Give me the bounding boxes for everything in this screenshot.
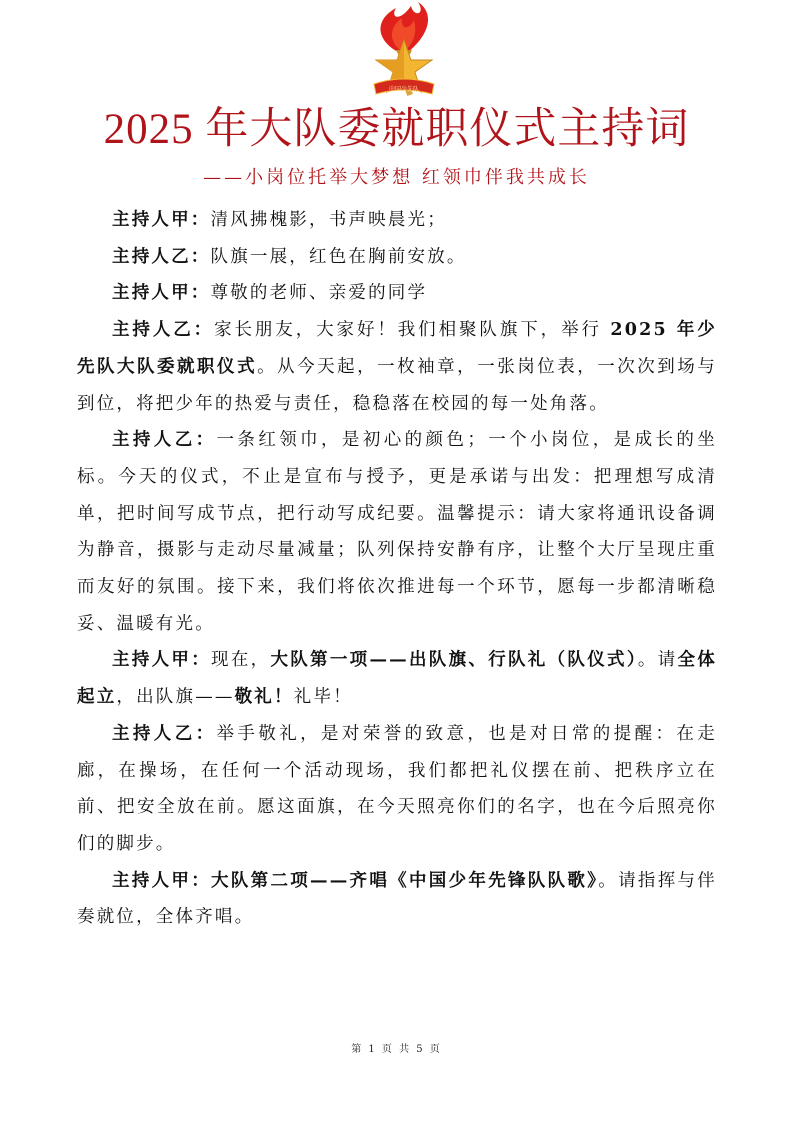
paragraph-text: 大队第一项——出队旗、行队礼（队仪式） [270, 650, 638, 671]
paragraph-text: 。从今天起，一枚袖章，一张岗位表，一次次到场与到位，将把少年的热爱与责任，稳稳落在校园的每一处角落。 [77, 356, 717, 414]
paragraph-text: 队旗一展，红色在胸前安放。 [210, 246, 467, 267]
paragraph-text: 一条红领巾，是初心的颜色；一个小岗位，是成长的坐标。今天的仪式，不止是宣布与授予，更是承诺与出发：把理想写成清单，把时间写成节点，把行动写成纪要。温馨提示：请大家将通讯设备调为静音，摄影与走动尽量减量；队列保持安静有序，让整个大厅呈现庄重而友好的氛围。接下来，我们将依次推进每一个环节，愿每一步都清晰稳妥、温暖有光。 [77, 430, 717, 634]
speaker-label: 主持人甲： [112, 283, 211, 304]
script-paragraph [77, 716, 717, 863]
paragraph-text: 全体起立 [77, 650, 717, 708]
paragraph-text: 清风拂槐影，书声映晨光； [210, 210, 447, 230]
young-pioneers-emblem-icon [356, 0, 446, 105]
paragraph-text: 现在， [211, 650, 271, 671]
script-paragraph [77, 422, 717, 642]
paragraph-text: ，出队旗—— [116, 687, 235, 708]
paragraph-text: 。请 [637, 650, 678, 671]
speaker-label: 主持人乙： [112, 246, 211, 267]
script-paragraph [77, 239, 717, 276]
script-paragraph [77, 275, 717, 312]
script-body [77, 202, 717, 936]
script-paragraph [77, 202, 717, 239]
document-title: 2025 年大队委就职仪式主持词 [103, 106, 690, 153]
speaker-label: 主持人乙： [112, 430, 217, 451]
document-subtitle: ——小岗位托举大梦想 红领巾伴我共成长 [203, 167, 590, 188]
speaker-label: 主持人甲： [112, 870, 212, 891]
svg-text:中国少先队: 中国少先队 [388, 86, 420, 93]
speaker-label: 主持人甲： [112, 210, 211, 230]
paragraph-text: 礼毕！ [293, 687, 353, 708]
paragraph-text: 举手敬礼，是对荣誉的致意，也是对日常的提醒：在走廊，在操场，在任何一个活动现场，我们都把礼仪摆在前、把秩序立在前、把安全放在前。愿这面旗，在今天照亮你们的名字，也在今后照亮你们的脚步。 [77, 723, 717, 854]
paragraph-text: 。请指挥与伴奏就位，全体齐唱。 [77, 870, 718, 928]
speaker-label: 主持人乙： [112, 320, 215, 341]
paragraph-text: 敬礼！ [234, 687, 294, 708]
paragraph-text: 尊敬的老师、亲爱的同学 [210, 283, 428, 304]
paragraph-text: 大队第二项——齐唱《中国少年先锋队队歌》 [211, 870, 599, 891]
page-number: 第 1 页 共 5 页 [351, 1044, 442, 1055]
speaker-label: 主持人甲： [112, 650, 212, 671]
script-paragraph [77, 642, 717, 715]
script-paragraph [77, 312, 717, 422]
script-paragraph [77, 863, 717, 936]
paragraph-text: 家长朋友，大家好！我们相聚队旗下，举行 [214, 320, 611, 341]
paragraph-text: 2025 年少先队大队委就职仪式 [77, 320, 717, 377]
speaker-label: 主持人乙： [112, 723, 217, 744]
